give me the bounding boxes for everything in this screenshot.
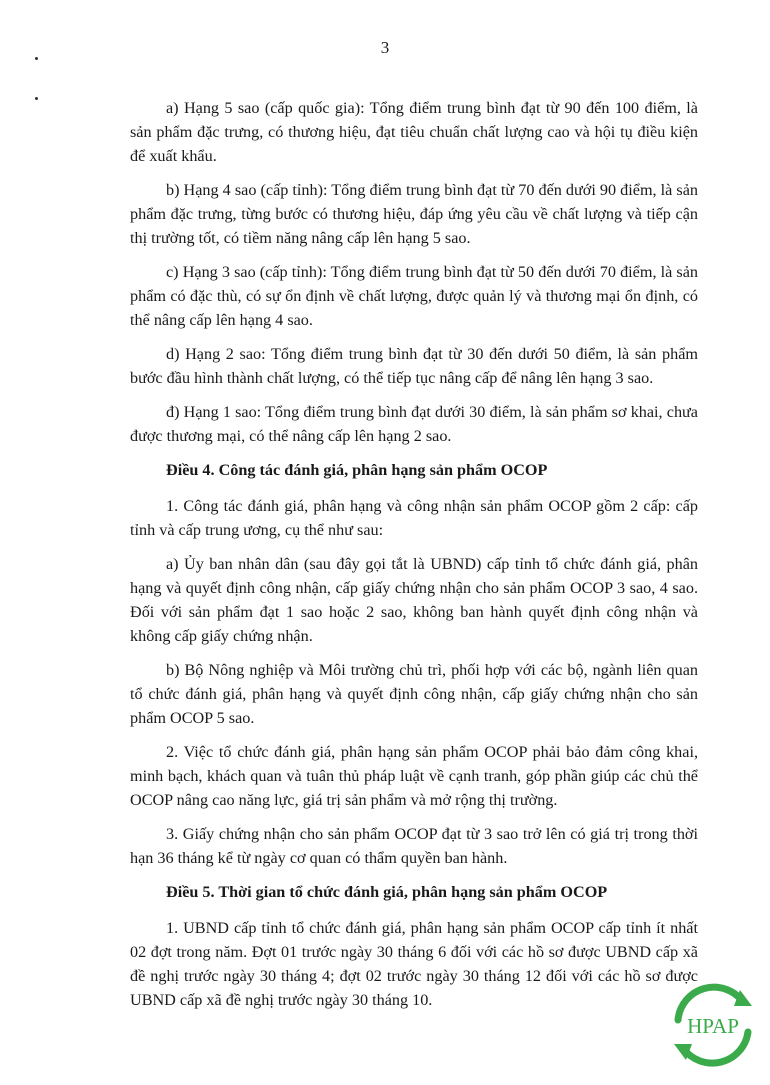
- article-4-paragraph: 1. Công tác đánh giá, phân hạng và công nhận sản phẩm OCOP gồm 2 cấp: cấp tỉnh và cấp trung ương, cụ thể như sau:: [130, 497, 698, 539]
- article-4-heading: Điều 4. Công tác đánh giá, phân hạng sản phẩm OCOP: [166, 461, 548, 479]
- article-4-paragraph: 3. Giấy chứng nhận cho sản phẩm OCOP đạt từ 3 sao trở lên có giá trị trong thời hạn 36 tháng kể từ ngày cơ quan có thẩm quyền ban hành.: [130, 825, 698, 867]
- article-4-paragraph: 2. Việc tổ chức đánh giá, phân hạng sản phẩm OCOP phải bảo đảm công khai, minh bạch, khách quan và tuân thủ pháp luật về cạnh tranh, góp phần giúp các chủ thể OCOP nâng cao năng lực, giá trị sản phẩm và mở rộng thị trường.: [130, 743, 698, 809]
- article-4-paragraph: b) Bộ Nông nghiệp và Môi trường chủ trì, phối hợp với các bộ, ngành liên quan tổ chức đánh giá, phân hạng và quyết định công nhận, cấp giấy chứng nhận cho sản phẩm OCOP 5 sao.: [130, 661, 698, 727]
- article-4-paragraph: a) Ủy ban nhân dân (sau đây gọi tắt là UBND) cấp tỉnh tổ chức đánh giá, phân hạng và quyết định công nhận, cấp giấy chứng nhận cho sản phẩm OCOP 3 sao, 4 sao. Đối với sản phẩm đạt 1 sao hoặc 2 sao, không ban hành quyết định công nhận và không cấp giấy chứng nhận.: [130, 555, 698, 645]
- paragraph-rank-2: d) Hạng 2 sao: Tổng điểm trung bình đạt từ 30 đến dưới 50 điểm, là sản phẩm bước đầu hình thành chất lượng, có thể tiếp tục nâng cấp để nâng lên hạng 3 sao.: [130, 345, 698, 387]
- paragraph-rank-4: b) Hạng 4 sao (cấp tỉnh): Tổng điểm trung bình đạt từ 70 đến dưới 90 điểm, là sản phẩm đặc trưng, từng bước có thương hiệu, đáp ứng yêu cầu về chất lượng và tiếp cận thị trường tốt, có tiềm năng nâng cấp lên hạng 5 sao.: [130, 181, 698, 247]
- paragraph-rank-1: đ) Hạng 1 sao: Tổng điểm trung bình đạt dưới 30 điểm, là sản phẩm sơ khai, chưa được thương mại, có thể nâng cấp lên hạng 2 sao.: [130, 403, 698, 445]
- paragraph-rank-3: c) Hạng 3 sao (cấp tỉnh): Tổng điểm trung bình đạt từ 50 đến dưới 70 điểm, là sản phẩm có đặc thù, có sự ổn định về chất lượng, được quản lý và thương mại ổn định, có thể nâng cấp lên hạng 4 sao.: [130, 263, 698, 329]
- scan-speck: [35, 57, 38, 60]
- paragraph-rank-5: a) Hạng 5 sao (cấp quốc gia): Tổng điểm trung bình đạt từ 90 đến 100 điểm, là sản phẩm đặc trưng, có thương hiệu, đạt tiêu chuẩn chất lượng cao và hội tụ điều kiện để xuất khẩu.: [130, 99, 698, 165]
- article-5-paragraph: 1. UBND cấp tỉnh tổ chức đánh giá, phân hạng sản phẩm OCOP cấp tỉnh ít nhất 02 đợt trong năm. Đợt 01 trước ngày 30 tháng 6 đối với các hồ sơ được UBND cấp xã đề nghị trước ngày 30 tháng 4; đợt 02 trước ngày 30 tháng 12 đối với các hồ sơ được UBND cấp xã đề nghị trước ngày 30 tháng 10.: [130, 919, 698, 1009]
- article-5-heading: Điều 5. Thời gian tổ chức đánh giá, phân hạng sản phẩm OCOP: [166, 883, 608, 901]
- scan-speck: [35, 97, 38, 100]
- document-body: [130, 96, 698, 1022]
- hpap-logo: [668, 980, 758, 1070]
- page-number: 3: [380, 38, 390, 57]
- logo-text: HPAP: [687, 1014, 739, 1038]
